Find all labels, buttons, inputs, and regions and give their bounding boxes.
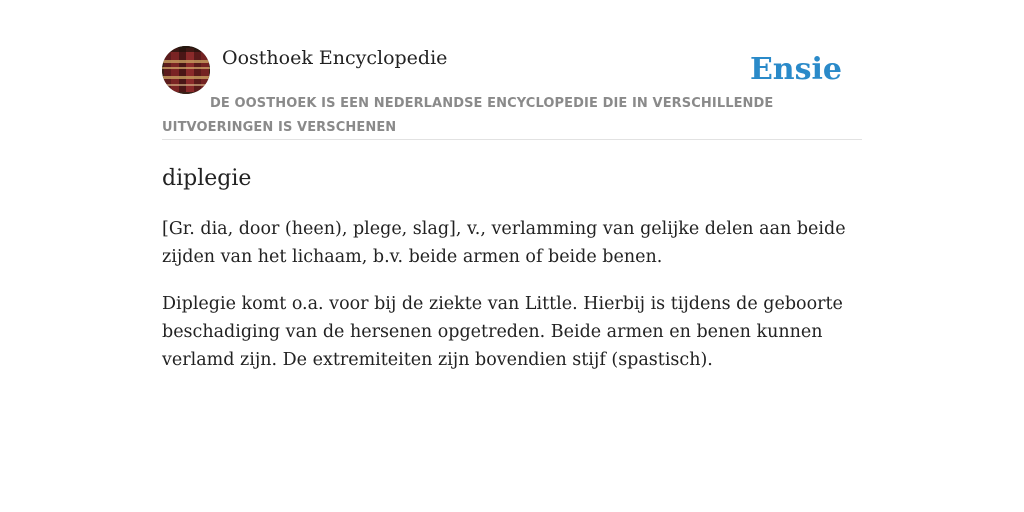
source-tagline: DE OOSTHOEK IS EEN NEDERLANDSE ENCYCLOPEDIE DIE IN VERSCHILLENDE UITVOERINGEN IS VERSCHENEN (162, 96, 774, 135)
article-card (162, 46, 862, 374)
source-header (162, 46, 862, 140)
source-name[interactable]: Oosthoek Encyclopedie (222, 47, 448, 69)
article-title: diplegie (162, 166, 252, 191)
book-spines-icon (162, 46, 210, 94)
article-paragraph: Diplegie komt o.a. voor bij de ziekte van Little. Hierbij is tijdens de geboorte beschadiging van de hersenen opgetreden. Beide armen en benen kunnen verlamd zijn. De extremiteiten zijn bovendien stijf (spastisch). (162, 294, 843, 370)
brand-logo-link[interactable]: Ensie (749, 52, 842, 87)
article-paragraph: [Gr. dia, door (heen), plege, slag], v., verlamming van gelijke delen aan beide zijden van het lichaam, b.v. beide armen of beide benen. (162, 219, 846, 267)
